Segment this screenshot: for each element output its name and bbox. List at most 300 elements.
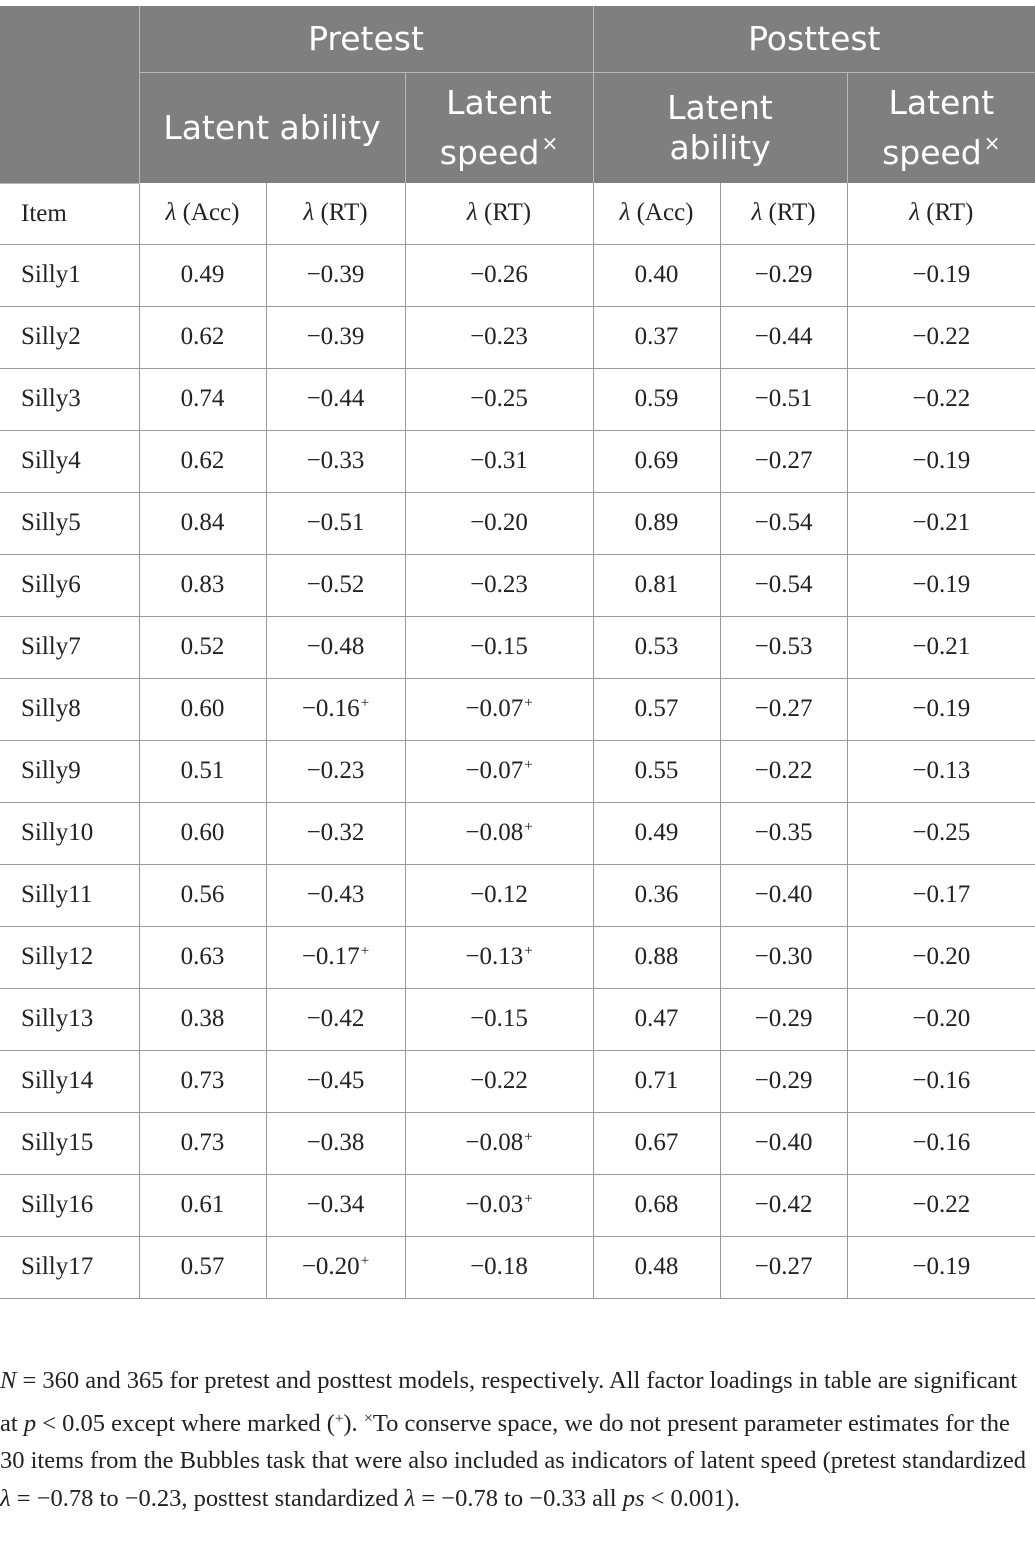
post-rt-cell xyxy=(720,926,847,988)
pre-speed-rt-cell xyxy=(405,740,593,802)
table-header xyxy=(0,6,1035,183)
loading-value: −0.51 xyxy=(754,385,813,412)
loading-value: 0.40 xyxy=(634,261,679,288)
loading-value: 0.59 xyxy=(634,385,679,412)
item-cell: Silly9 xyxy=(0,740,139,802)
pre-speed-rt-cell xyxy=(405,864,593,926)
item-cell: Silly10 xyxy=(0,802,139,864)
loading-value: −0.33 xyxy=(306,447,365,474)
post-rt-cell xyxy=(720,1174,847,1236)
subheader-pre-speed-rt xyxy=(405,183,593,244)
table-row xyxy=(0,430,1035,492)
loading-value: −0.07 xyxy=(465,757,524,784)
post-speed-rt-cell xyxy=(847,554,1035,616)
loading-value: 0.81 xyxy=(634,571,679,598)
pre-speed-rt-cell xyxy=(405,368,593,430)
loading-value: −0.25 xyxy=(912,819,971,846)
pre-acc-cell xyxy=(139,492,266,554)
lambda-symbol: λ xyxy=(303,199,315,227)
loading-value: −0.07 xyxy=(465,695,524,722)
pre-acc-cell xyxy=(139,244,266,306)
loading-value: 0.71 xyxy=(634,1067,679,1094)
post-rt-cell xyxy=(720,802,847,864)
post-rt-cell xyxy=(720,430,847,492)
loading-value: −0.39 xyxy=(306,261,365,288)
nonsignificant-marker: + xyxy=(524,695,533,711)
loading-value: 0.57 xyxy=(634,695,679,722)
loading-value: −0.23 xyxy=(306,757,365,784)
pre-speed-rt-cell xyxy=(405,1050,593,1112)
loading-value: −0.21 xyxy=(912,509,971,536)
loading-value: 0.36 xyxy=(634,881,679,908)
post-speed-rt-cell xyxy=(847,1112,1035,1174)
header-pre-latent-ability: Latent ability xyxy=(139,73,405,184)
nonsignificant-marker: + xyxy=(524,1191,533,1207)
pre-acc-cell xyxy=(139,926,266,988)
pre-rt-cell xyxy=(266,802,405,864)
post-speed-rt-cell xyxy=(847,244,1035,306)
table-row xyxy=(0,1112,1035,1174)
loading-value: 0.57 xyxy=(180,1253,225,1280)
loading-value: −0.44 xyxy=(754,323,813,350)
item-cell: Silly3 xyxy=(0,368,139,430)
loading-value: −0.22 xyxy=(912,385,971,412)
loading-value: 0.74 xyxy=(180,385,225,412)
lambda-symbol: λ xyxy=(165,199,177,227)
loading-value: 0.73 xyxy=(180,1067,225,1094)
loading-value: −0.27 xyxy=(754,447,813,474)
loading-value: −0.34 xyxy=(306,1191,365,1218)
loading-value: 0.49 xyxy=(634,819,679,846)
pre-rt-cell xyxy=(266,616,405,678)
pre-speed-rt-cell xyxy=(405,1174,593,1236)
table-row xyxy=(0,492,1035,554)
note-n-var: N xyxy=(0,1367,17,1394)
note-lambda-2: λ xyxy=(404,1484,416,1512)
pre-acc-cell xyxy=(139,740,266,802)
pre-rt-cell xyxy=(266,740,405,802)
header-pre-speed-marker: × xyxy=(541,131,559,155)
loading-value: 0.47 xyxy=(634,1005,679,1032)
loading-value: 0.88 xyxy=(634,943,679,970)
item-cell: Silly17 xyxy=(0,1236,139,1298)
acc-label: (Acc) xyxy=(636,199,694,227)
nonsignificant-marker: + xyxy=(360,695,370,711)
item-cell: Silly2 xyxy=(0,306,139,368)
note-part6: = −0.78 to −0.33 all xyxy=(415,1484,623,1512)
pre-rt-cell xyxy=(266,492,405,554)
loading-value: −0.19 xyxy=(912,447,971,474)
table-row xyxy=(0,1050,1035,1112)
loading-value: −0.17 xyxy=(912,881,971,908)
post-speed-rt-cell xyxy=(847,678,1035,740)
pre-acc-cell xyxy=(139,1236,266,1298)
loading-value: −0.22 xyxy=(754,757,813,784)
note-part7: < 0.001). xyxy=(644,1484,740,1512)
post-acc-cell xyxy=(593,988,720,1050)
pre-acc-cell xyxy=(139,430,266,492)
loading-value: −0.30 xyxy=(754,943,813,970)
header-pre-speed-line1: Latent xyxy=(446,83,552,122)
pre-acc-cell xyxy=(139,1050,266,1112)
pre-acc-cell xyxy=(139,306,266,368)
pre-acc-cell xyxy=(139,368,266,430)
pre-speed-rt-cell xyxy=(405,244,593,306)
loading-value: 0.68 xyxy=(634,1191,679,1218)
table-body xyxy=(0,183,1035,1298)
loading-value: −0.35 xyxy=(754,819,813,846)
pre-speed-rt-cell xyxy=(405,802,593,864)
post-acc-cell xyxy=(593,430,720,492)
loading-value: −0.43 xyxy=(306,881,365,908)
post-speed-rt-cell xyxy=(847,1050,1035,1112)
subheader-post-acc xyxy=(593,183,720,244)
header-post-speed-line2: speed xyxy=(882,133,982,172)
loading-value: −0.16 xyxy=(912,1067,971,1094)
table-row xyxy=(0,244,1035,306)
loading-value: −0.44 xyxy=(306,385,365,412)
loading-value: −0.29 xyxy=(754,1005,813,1032)
post-rt-cell xyxy=(720,678,847,740)
loading-value: −0.19 xyxy=(912,571,971,598)
loading-value: 0.69 xyxy=(634,447,679,474)
loading-value: −0.54 xyxy=(754,571,813,598)
loading-value: −0.51 xyxy=(306,509,365,536)
note-ps-var: ps xyxy=(622,1484,645,1512)
loading-value: −0.22 xyxy=(912,1191,971,1218)
acc-label: (Acc) xyxy=(182,199,240,227)
note-part1: = 360 and 365 for pretest and posttest models, respectively. All factor loadings in table are significant at xyxy=(0,1367,1018,1437)
loading-value: −0.22 xyxy=(470,1067,528,1094)
nonsignificant-marker: + xyxy=(524,943,533,959)
loading-value: −0.45 xyxy=(306,1067,365,1094)
table-row xyxy=(0,988,1035,1050)
loading-value: 0.55 xyxy=(634,757,679,784)
pre-rt-cell xyxy=(266,1236,405,1298)
nonsignificant-marker: + xyxy=(360,1253,370,1269)
loading-value: 0.73 xyxy=(180,1129,225,1156)
loading-value: −0.26 xyxy=(470,261,528,288)
subheader-row xyxy=(0,183,1035,244)
loading-value: 0.83 xyxy=(180,571,225,598)
pre-acc-cell xyxy=(139,1112,266,1174)
item-cell: Silly6 xyxy=(0,554,139,616)
loading-value: −0.13 xyxy=(465,943,524,970)
pre-speed-rt-cell xyxy=(405,430,593,492)
pre-rt-cell xyxy=(266,1050,405,1112)
loading-value: −0.15 xyxy=(470,633,528,660)
pre-speed-rt-cell xyxy=(405,678,593,740)
note-plus-marker: + xyxy=(334,1410,344,1427)
nonsignificant-marker: + xyxy=(360,943,370,959)
post-rt-cell xyxy=(720,740,847,802)
post-speed-rt-cell xyxy=(847,492,1035,554)
post-rt-cell xyxy=(720,1112,847,1174)
table-row xyxy=(0,554,1035,616)
nonsignificant-marker: + xyxy=(524,819,533,835)
pre-speed-rt-cell xyxy=(405,554,593,616)
loading-value: 0.62 xyxy=(180,323,225,350)
pre-rt-cell xyxy=(266,926,405,988)
loading-value: −0.18 xyxy=(470,1253,528,1280)
loading-value: −0.31 xyxy=(470,447,528,474)
post-rt-cell xyxy=(720,306,847,368)
post-acc-cell xyxy=(593,864,720,926)
pre-speed-rt-cell xyxy=(405,988,593,1050)
header-post-ability-line1: Latent xyxy=(667,88,773,127)
post-acc-cell xyxy=(593,926,720,988)
table-row xyxy=(0,306,1035,368)
loading-value: −0.16 xyxy=(912,1129,971,1156)
subheader-pre-rt xyxy=(266,183,405,244)
table-row xyxy=(0,740,1035,802)
loading-value: 0.60 xyxy=(180,819,225,846)
post-speed-rt-cell xyxy=(847,740,1035,802)
loading-value: −0.29 xyxy=(754,261,813,288)
item-cell: Silly11 xyxy=(0,864,139,926)
table-row xyxy=(0,926,1035,988)
post-rt-cell xyxy=(720,244,847,306)
pre-speed-rt-cell xyxy=(405,1236,593,1298)
loading-value: −0.38 xyxy=(306,1129,365,1156)
item-cell: Silly5 xyxy=(0,492,139,554)
header-post-ability-line2: ability xyxy=(669,128,771,167)
item-cell: Silly8 xyxy=(0,678,139,740)
subheader-post-rt xyxy=(720,183,847,244)
loading-value: 0.67 xyxy=(634,1129,679,1156)
pre-speed-rt-cell xyxy=(405,492,593,554)
header-post-latent-ability xyxy=(593,73,847,184)
post-acc-cell xyxy=(593,802,720,864)
post-rt-cell xyxy=(720,1050,847,1112)
loading-value: −0.23 xyxy=(470,323,528,350)
loading-value: 0.48 xyxy=(634,1253,679,1280)
loading-value: −0.40 xyxy=(754,1129,813,1156)
loading-value: 0.51 xyxy=(180,757,225,784)
loading-value: −0.52 xyxy=(306,571,365,598)
loading-value: −0.25 xyxy=(470,385,528,412)
post-speed-rt-cell xyxy=(847,864,1035,926)
item-cell: Silly13 xyxy=(0,988,139,1050)
post-speed-rt-cell xyxy=(847,926,1035,988)
loading-value: −0.20 xyxy=(912,943,971,970)
post-acc-cell xyxy=(593,740,720,802)
pre-rt-cell xyxy=(266,1174,405,1236)
pre-speed-rt-cell xyxy=(405,616,593,678)
table-footnote xyxy=(0,1362,1035,1517)
pre-rt-cell xyxy=(266,554,405,616)
pre-rt-cell xyxy=(266,988,405,1050)
header-pre-latent-speed xyxy=(405,73,593,184)
note-part2: < 0.05 except where marked ( xyxy=(36,1409,335,1437)
post-acc-cell xyxy=(593,1050,720,1112)
pre-acc-cell xyxy=(139,616,266,678)
pre-speed-rt-cell xyxy=(405,1112,593,1174)
nonsignificant-marker: + xyxy=(524,757,533,773)
post-speed-rt-cell xyxy=(847,1174,1035,1236)
pre-speed-rt-cell xyxy=(405,926,593,988)
loading-value: −0.20 xyxy=(301,1253,360,1280)
loading-value: −0.42 xyxy=(754,1191,813,1218)
loading-value: 0.62 xyxy=(180,447,225,474)
post-acc-cell xyxy=(593,368,720,430)
post-rt-cell xyxy=(720,492,847,554)
pre-acc-cell xyxy=(139,988,266,1050)
loading-value: −0.08 xyxy=(465,819,524,846)
loading-value: 0.38 xyxy=(180,1005,225,1032)
post-rt-cell xyxy=(720,554,847,616)
post-speed-rt-cell xyxy=(847,430,1035,492)
header-pre-speed-line2: speed xyxy=(439,133,540,172)
loading-value: 0.53 xyxy=(634,633,679,660)
pre-speed-rt-cell xyxy=(405,306,593,368)
loading-value: −0.22 xyxy=(912,323,971,350)
pre-acc-cell xyxy=(139,802,266,864)
post-speed-rt-cell xyxy=(847,616,1035,678)
loading-value: −0.54 xyxy=(754,509,813,536)
loading-value: −0.19 xyxy=(912,1253,971,1280)
item-cell: Silly14 xyxy=(0,1050,139,1112)
post-rt-cell xyxy=(720,1236,847,1298)
loading-value: −0.40 xyxy=(754,881,813,908)
loading-value: −0.19 xyxy=(912,261,971,288)
loading-value: 0.89 xyxy=(634,509,679,536)
loading-value: 0.52 xyxy=(180,633,225,660)
table-row xyxy=(0,616,1035,678)
pre-acc-cell xyxy=(139,554,266,616)
table-row xyxy=(0,678,1035,740)
header-row-group xyxy=(0,6,1035,73)
factor-loadings-table xyxy=(0,6,1035,1299)
pre-acc-cell xyxy=(139,678,266,740)
item-cell: Silly15 xyxy=(0,1112,139,1174)
post-acc-cell xyxy=(593,306,720,368)
item-cell: Silly4 xyxy=(0,430,139,492)
post-speed-rt-cell xyxy=(847,988,1035,1050)
loading-value: 0.49 xyxy=(180,261,225,288)
note-speed-marker: × xyxy=(363,1409,373,1427)
header-pretest: Pretest xyxy=(139,6,593,73)
loading-value: −0.19 xyxy=(912,695,971,722)
header-post-latent-speed xyxy=(847,73,1035,184)
lambda-symbol: λ xyxy=(466,199,478,227)
note-part3: ). xyxy=(343,1409,364,1437)
post-rt-cell xyxy=(720,864,847,926)
post-acc-cell xyxy=(593,1174,720,1236)
pre-rt-cell xyxy=(266,430,405,492)
item-cell: Silly12 xyxy=(0,926,139,988)
post-acc-cell xyxy=(593,554,720,616)
post-speed-rt-cell xyxy=(847,802,1035,864)
table-row xyxy=(0,1236,1035,1298)
table-row xyxy=(0,368,1035,430)
header-blank-cell xyxy=(0,6,139,183)
item-cell: Silly7 xyxy=(0,616,139,678)
pre-rt-cell xyxy=(266,244,405,306)
loading-value: −0.20 xyxy=(470,509,528,536)
post-rt-cell xyxy=(720,616,847,678)
post-acc-cell xyxy=(593,1112,720,1174)
pre-rt-cell xyxy=(266,306,405,368)
loading-value: 0.84 xyxy=(180,509,225,536)
loading-value: 0.61 xyxy=(180,1191,225,1218)
header-posttest: Posttest xyxy=(593,6,1035,73)
loading-value: −0.53 xyxy=(754,633,813,660)
rt-label: (RT) xyxy=(926,199,974,227)
pre-acc-cell xyxy=(139,1174,266,1236)
rt-label: (RT) xyxy=(768,199,816,227)
loading-value: −0.21 xyxy=(912,633,971,660)
pre-rt-cell xyxy=(266,678,405,740)
table-row xyxy=(0,802,1035,864)
loading-value: −0.42 xyxy=(306,1005,365,1032)
loading-value: −0.27 xyxy=(754,1253,813,1280)
nonsignificant-marker: + xyxy=(524,1129,533,1145)
post-acc-cell xyxy=(593,616,720,678)
item-cell: Silly16 xyxy=(0,1174,139,1236)
lambda-symbol: λ xyxy=(751,199,763,227)
pre-rt-cell xyxy=(266,1112,405,1174)
subheader-item: Item xyxy=(0,183,139,244)
loading-value: −0.48 xyxy=(306,633,365,660)
header-post-speed-line1: Latent xyxy=(888,83,995,122)
loading-value: −0.29 xyxy=(754,1067,813,1094)
loading-value: −0.12 xyxy=(470,881,528,908)
loading-value: −0.32 xyxy=(306,819,365,846)
pre-rt-cell xyxy=(266,368,405,430)
post-speed-rt-cell xyxy=(847,368,1035,430)
loading-value: 0.56 xyxy=(180,881,225,908)
loading-value: −0.20 xyxy=(912,1005,971,1032)
table-row xyxy=(0,864,1035,926)
loading-value: −0.17 xyxy=(301,943,360,970)
item-cell: Silly1 xyxy=(0,244,139,306)
loading-value: −0.13 xyxy=(912,757,971,784)
loading-value: −0.03 xyxy=(465,1191,524,1218)
rt-label: (RT) xyxy=(320,199,368,227)
loading-value: −0.27 xyxy=(754,695,813,722)
loading-value: 0.60 xyxy=(180,695,225,722)
note-lambda-1: λ xyxy=(0,1484,11,1512)
loading-value: −0.08 xyxy=(465,1129,524,1156)
loading-value: 0.37 xyxy=(634,323,679,350)
note-part4: To conserve space, we do not present parameter estimates for the 30 items from the Bubbles task that were also included as indicators of latent speed (pretest standardized xyxy=(0,1409,1026,1474)
post-rt-cell xyxy=(720,368,847,430)
note-part5: = −0.78 to −0.23, posttest standardized xyxy=(10,1484,405,1512)
post-rt-cell xyxy=(720,988,847,1050)
subheader-post-speed-rt xyxy=(847,183,1035,244)
lambda-symbol: λ xyxy=(619,199,631,227)
pre-acc-cell xyxy=(139,864,266,926)
header-row-factor xyxy=(0,73,1035,184)
rt-label: (RT) xyxy=(484,199,532,227)
post-acc-cell xyxy=(593,678,720,740)
subheader-pre-acc xyxy=(139,183,266,244)
pre-rt-cell xyxy=(266,864,405,926)
table-row xyxy=(0,1174,1035,1236)
loading-value: −0.16 xyxy=(301,695,360,722)
post-acc-cell xyxy=(593,492,720,554)
loading-value: −0.23 xyxy=(470,571,528,598)
note-p-var: p xyxy=(23,1409,37,1437)
lambda-symbol: λ xyxy=(909,199,921,227)
loading-value: 0.63 xyxy=(180,943,225,970)
post-speed-rt-cell xyxy=(847,306,1035,368)
loading-value: −0.15 xyxy=(470,1005,528,1032)
post-speed-rt-cell xyxy=(847,1236,1035,1298)
post-acc-cell xyxy=(593,244,720,306)
header-post-speed-marker: × xyxy=(983,131,1001,155)
